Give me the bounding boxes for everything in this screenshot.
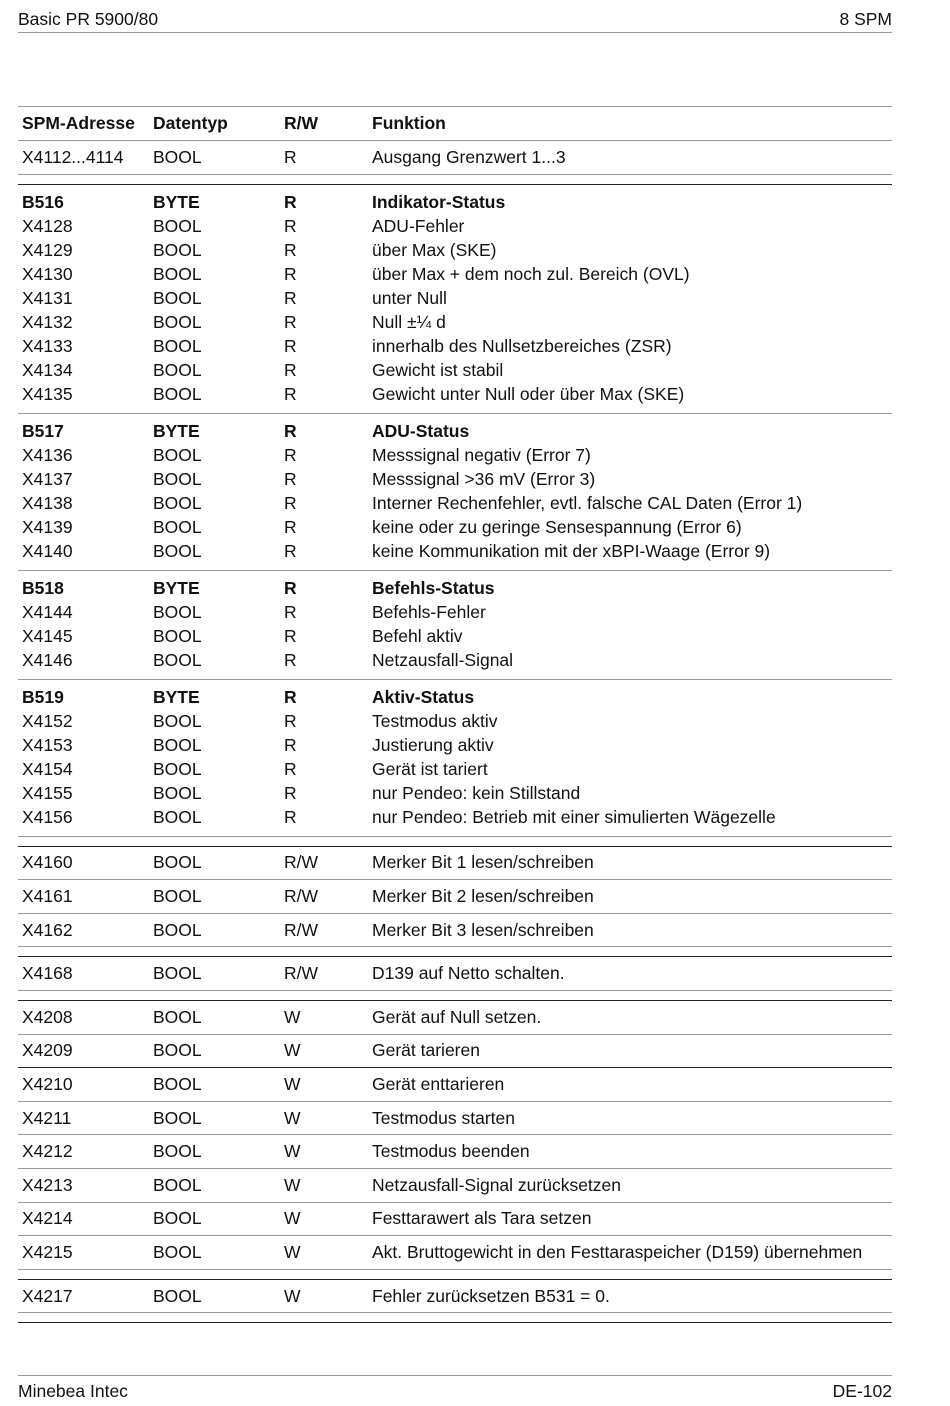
cell-function: Gewicht ist stabil (372, 360, 504, 381)
cell-function: Gewicht unter Null oder über Max (SKE) (372, 384, 685, 405)
cell-datatype: BOOL (153, 852, 202, 873)
cell-function: innerhalb des Nullsetzbereiches (ZSR) (372, 336, 672, 357)
cell-datatype: BYTE (153, 192, 200, 213)
cell-address: X4144 (22, 602, 73, 623)
table-row (18, 1236, 892, 1270)
table-row (18, 734, 892, 758)
cell-datatype: BOOL (153, 963, 202, 984)
cell-datatype: BOOL (153, 146, 202, 167)
cell-function: Akt. Bruttogewicht in den Festtaraspeicher (D159) übernehmen (372, 1241, 863, 1262)
cell-rw: W (284, 1107, 301, 1128)
cell-datatype: BOOL (153, 264, 202, 285)
cell-rw: R (284, 687, 297, 708)
cell-rw: R (284, 783, 297, 804)
cell-function: Netzausfall-Signal zurücksetzen (372, 1174, 622, 1195)
cell-address: X4139 (22, 517, 73, 538)
cell-rw: R/W (284, 885, 319, 906)
cell-rw: R (284, 336, 297, 357)
cell-function: Justierung aktiv (372, 735, 494, 756)
cell-rw: W (284, 1285, 301, 1306)
status-group (18, 680, 892, 837)
last-section (18, 1280, 892, 1314)
table-row (18, 880, 892, 914)
cell-function: Null ±¼ d (372, 312, 446, 333)
status-group (18, 571, 892, 680)
cell-function: Messsignal negativ (Error 7) (372, 445, 591, 466)
cell-datatype: BOOL (153, 493, 202, 514)
cell-datatype: BOOL (153, 735, 202, 756)
cell-address: X4153 (22, 735, 73, 756)
cell-rw: W (284, 1006, 301, 1027)
table-row (18, 492, 892, 516)
section-gap (18, 1313, 892, 1323)
col-header-address: SPM-Adresse (22, 113, 135, 133)
table-row (18, 468, 892, 492)
table-row (18, 758, 892, 782)
cell-datatype: BYTE (153, 421, 200, 442)
status-groups (18, 185, 892, 837)
cell-address: X4211 (22, 1107, 72, 1128)
company-name: Minebea Intec (18, 1380, 128, 1401)
cell-rw: R (284, 288, 297, 309)
cell-rw: R (284, 146, 297, 167)
cell-datatype: BOOL (153, 759, 202, 780)
cell-address: X4152 (22, 711, 73, 732)
cell-function: Merker Bit 3 lesen/schreiben (372, 919, 594, 940)
cell-function: ADU-Status (372, 421, 470, 442)
cell-address: X4155 (22, 783, 73, 804)
cell-address: X4168 (22, 963, 73, 984)
cell-rw: R (284, 445, 297, 466)
cell-function: unter Null (372, 288, 447, 309)
table-row (18, 782, 892, 806)
cell-function: Befehls-Status (372, 578, 495, 599)
table-row (18, 1169, 892, 1203)
status-group (18, 185, 892, 414)
cell-function: Indikator-Status (372, 192, 506, 213)
cell-datatype: BOOL (153, 517, 202, 538)
cell-rw: R/W (284, 963, 319, 984)
cell-address: X4212 (22, 1141, 73, 1162)
table-row (18, 577, 892, 601)
write-section-b (18, 1068, 892, 1270)
cell-datatype: BOOL (153, 1285, 202, 1306)
table-row (18, 215, 892, 239)
cell-address: X4215 (22, 1241, 73, 1262)
cell-address: X4145 (22, 626, 73, 647)
cell-rw: R (284, 493, 297, 514)
cell-rw: W (284, 1141, 301, 1162)
table-row (18, 516, 892, 540)
cell-rw: R (284, 240, 297, 261)
write-section-a (18, 1001, 892, 1068)
cell-rw: W (284, 1208, 301, 1229)
cell-address: X4160 (22, 852, 73, 873)
cell-datatype: BOOL (153, 336, 202, 357)
table-row (18, 335, 892, 359)
cell-function: Merker Bit 1 lesen/schreiben (372, 852, 594, 873)
cell-address: X4161 (22, 885, 73, 906)
table-row (18, 847, 892, 881)
cell-address: X4146 (22, 650, 73, 671)
cell-function: Ausgang Grenzwert 1...3 (372, 146, 566, 167)
cell-function: Fehler zurücksetzen B531 = 0. (372, 1285, 610, 1306)
cell-rw: R (284, 312, 297, 333)
cell-datatype: BOOL (153, 1107, 202, 1128)
cell-function: über Max (SKE) (372, 240, 497, 261)
cell-function: Testmodus beenden (372, 1141, 530, 1162)
table-row (18, 383, 892, 407)
table-row (18, 420, 892, 444)
cell-datatype: BOOL (153, 240, 202, 261)
cell-datatype: BOOL (153, 602, 202, 623)
table-row (18, 540, 892, 564)
table-row (18, 1135, 892, 1169)
table-row (18, 1035, 892, 1069)
table-row (18, 311, 892, 335)
cell-datatype: BOOL (153, 1141, 202, 1162)
cell-function: Befehl aktiv (372, 626, 463, 647)
table-row (18, 191, 892, 215)
cell-address: B519 (22, 687, 64, 708)
table-row (18, 1068, 892, 1102)
cell-datatype: BOOL (153, 885, 202, 906)
cell-address: X4217 (22, 1285, 73, 1306)
cell-datatype: BOOL (153, 1006, 202, 1027)
table-row (18, 1001, 892, 1035)
table-row (18, 263, 892, 287)
cell-address: X4134 (22, 360, 73, 381)
cell-function: Netzausfall-Signal (372, 650, 514, 671)
cell-rw: R (284, 517, 297, 538)
cell-rw: R (284, 602, 297, 623)
cell-datatype: BOOL (153, 469, 202, 490)
cell-function: Merker Bit 2 lesen/schreiben (372, 885, 594, 906)
cell-datatype: BOOL (153, 1174, 202, 1195)
cell-rw: W (284, 1241, 301, 1262)
cell-datatype: BOOL (153, 541, 202, 562)
cell-datatype: BOOL (153, 312, 202, 333)
cell-datatype: BOOL (153, 711, 202, 732)
cell-function: Testmodus aktiv (372, 711, 498, 732)
section-gap (18, 1270, 892, 1280)
table-row (18, 601, 892, 625)
spm-table (18, 106, 892, 1323)
table-row (18, 625, 892, 649)
table-row (18, 359, 892, 383)
netto-section (18, 957, 892, 991)
cell-datatype: BOOL (153, 445, 202, 466)
cell-datatype: BOOL (153, 1040, 202, 1061)
cell-rw: R (284, 360, 297, 381)
cell-datatype: BOOL (153, 1208, 202, 1229)
cell-function: nur Pendeo: Betrieb mit einer simulierten Wägezelle (372, 807, 776, 828)
cell-address: B517 (22, 421, 64, 442)
cell-address: X4214 (22, 1208, 73, 1229)
table-row (18, 1280, 892, 1314)
table-row (18, 649, 892, 673)
cell-rw: R (284, 384, 297, 405)
table-row (18, 686, 892, 710)
cell-datatype: BYTE (153, 578, 200, 599)
cell-function: Gerät auf Null setzen. (372, 1006, 542, 1027)
col-header-datatype: Datentyp (153, 113, 228, 133)
cell-address: X4210 (22, 1073, 73, 1094)
cell-function: Gerät tarieren (372, 1040, 480, 1061)
cell-address: X4132 (22, 312, 73, 333)
section-gap (18, 947, 892, 957)
cell-address: X4133 (22, 336, 73, 357)
cell-function: keine oder zu geringe Sensespannung (Error 6) (372, 517, 742, 538)
cell-datatype: BOOL (153, 650, 202, 671)
cell-datatype: BOOL (153, 919, 202, 940)
cell-address: B516 (22, 192, 64, 213)
cell-rw: R (284, 192, 297, 213)
cell-address: X4129 (22, 240, 73, 261)
cell-function: Messsignal >36 mV (Error 3) (372, 469, 596, 490)
cell-datatype: BOOL (153, 288, 202, 309)
table-row (18, 806, 892, 830)
chapter-label: 8 SPM (839, 8, 892, 29)
table-row (18, 914, 892, 948)
cell-function: Befehls-Fehler (372, 602, 486, 623)
cell-function: Festtarawert als Tara setzen (372, 1208, 592, 1229)
table-row (18, 141, 892, 175)
section-gap (18, 991, 892, 1001)
cell-address: X4213 (22, 1174, 73, 1195)
table-row (18, 1203, 892, 1237)
cell-datatype: BOOL (153, 626, 202, 647)
cell-address: X4137 (22, 469, 73, 490)
cell-rw: R (284, 264, 297, 285)
cell-rw: R/W (284, 919, 319, 940)
cell-function: ADU-Fehler (372, 216, 465, 237)
cell-address: X4128 (22, 216, 73, 237)
cell-rw: R (284, 421, 297, 442)
cell-rw: R (284, 578, 297, 599)
cell-rw: R (284, 469, 297, 490)
cell-address: X4162 (22, 919, 73, 940)
cell-function: Interner Rechenfehler, evtl. falsche CAL Daten (Error 1) (372, 493, 803, 514)
cell-datatype: BYTE (153, 687, 200, 708)
cell-rw: R (284, 541, 297, 562)
cell-address: X4140 (22, 541, 73, 562)
table-row (18, 957, 892, 991)
cell-function: Aktiv-Status (372, 687, 475, 708)
page-header (18, 6, 892, 33)
cell-datatype: BOOL (153, 360, 202, 381)
doc-title: Basic PR 5900/80 (18, 8, 159, 29)
cell-function: keine Kommunikation mit der xBPI-Waage (Error 9) (372, 541, 771, 562)
cell-address: X4154 (22, 759, 73, 780)
cell-datatype: BOOL (153, 216, 202, 237)
cell-rw: R (284, 216, 297, 237)
cell-datatype: BOOL (153, 807, 202, 828)
cell-function: Gerät enttarieren (372, 1073, 505, 1094)
cell-address: X4138 (22, 493, 73, 514)
cell-address: X4208 (22, 1006, 73, 1027)
cell-rw: R (284, 807, 297, 828)
page-number: DE-102 (832, 1380, 892, 1401)
page-footer (18, 1375, 892, 1406)
col-header-rw: R/W (284, 113, 319, 133)
table-row (18, 287, 892, 311)
cell-rw: W (284, 1174, 301, 1195)
cell-datatype: BOOL (153, 384, 202, 405)
cell-function: Gerät ist tariert (372, 759, 488, 780)
cell-rw: R (284, 650, 297, 671)
merker-section (18, 847, 892, 948)
cell-address: X4136 (22, 445, 73, 466)
cell-rw: R/W (284, 852, 319, 873)
cell-address: X4135 (22, 384, 73, 405)
cell-function: nur Pendeo: kein Stillstand (372, 783, 581, 804)
section-gap (18, 837, 892, 847)
cell-address: X4130 (22, 264, 73, 285)
table-row (18, 239, 892, 263)
cell-rw: R (284, 626, 297, 647)
cell-address: X4112...4114 (22, 146, 124, 167)
cell-address: X4209 (22, 1040, 73, 1061)
cell-datatype: BOOL (153, 783, 202, 804)
cell-address: X4156 (22, 807, 73, 828)
table-header-row (18, 106, 892, 141)
section-gap (18, 175, 892, 185)
table-row (18, 444, 892, 468)
cell-datatype: BOOL (153, 1241, 202, 1262)
table-row (18, 1102, 892, 1136)
table-row (18, 710, 892, 734)
cell-function: über Max + dem noch zul. Bereich (OVL) (372, 264, 690, 285)
cell-datatype: BOOL (153, 1073, 202, 1094)
col-header-function: Funktion (372, 113, 446, 133)
cell-rw: R (284, 759, 297, 780)
cell-address: B518 (22, 578, 64, 599)
cell-rw: W (284, 1040, 301, 1061)
cell-function: D139 auf Netto schalten. (372, 963, 565, 984)
status-group (18, 414, 892, 571)
cell-rw: W (284, 1073, 301, 1094)
cell-function: Testmodus starten (372, 1107, 515, 1128)
cell-address: X4131 (22, 288, 73, 309)
cell-rw: R (284, 735, 297, 756)
cell-rw: R (284, 711, 297, 732)
